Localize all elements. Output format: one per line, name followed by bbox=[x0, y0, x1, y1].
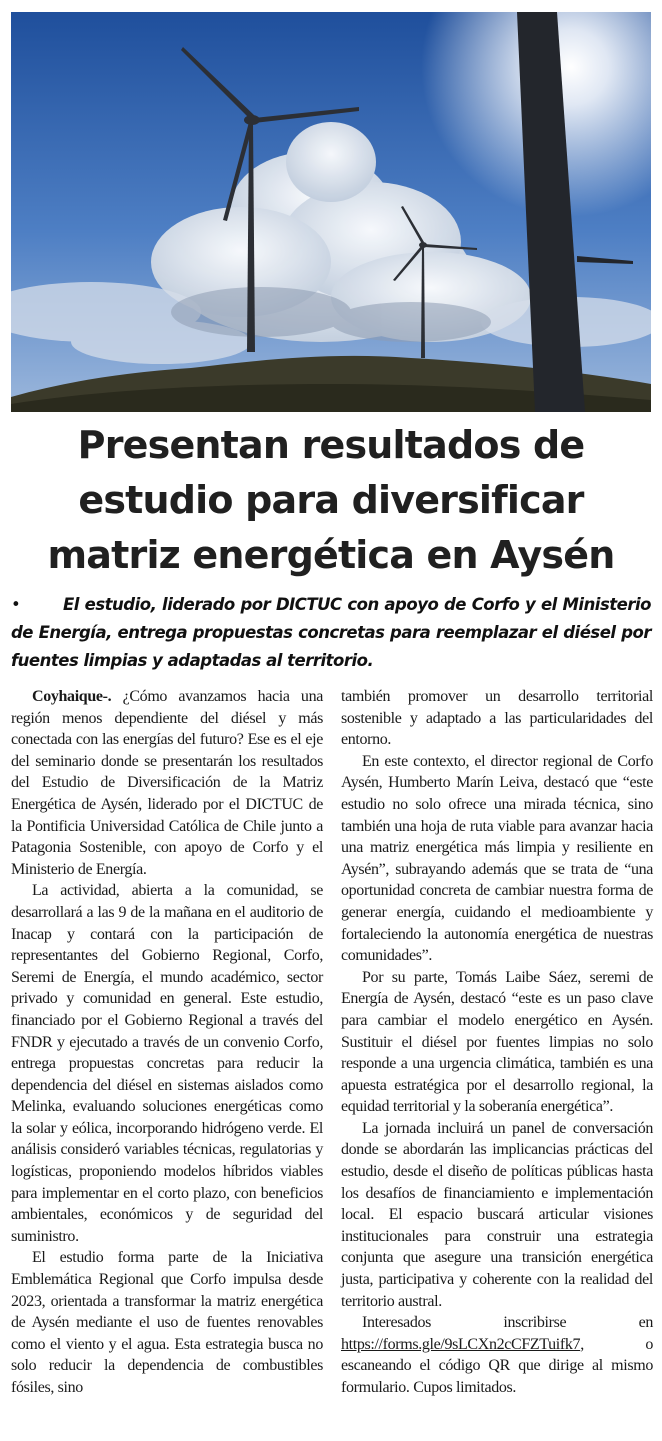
wind-turbines-photo bbox=[11, 12, 651, 412]
lead-text: El estudio, liderado por DICTUC con apoyo de Corfo y el Ministerio de Energía, entrega propuestas concretas para reemplazar el diésel por fuentes limpias y adaptadas al territorio. bbox=[11, 595, 651, 670]
signup-text-end: , o escaneando el código QR que dirige al mismo formulario. Cupos limitados. bbox=[341, 1335, 653, 1396]
body-paragraph-3: El estudio forma parte de la Iniciativa Emblemática Regional que Corfo impulsa desde 2023, orientada a transformar la matriz energética de Aysén mediante el uso de fuentes renovables como el viento y el agua. Esta estrategia busca no solo reducir la dependencia de combustibles fósiles, sino bbox=[11, 1249, 323, 1396]
body-paragraph-7 bbox=[341, 1312, 653, 1398]
body-paragraph-4: En este contexto, el director regional de Corfo Aysén, Humberto Marín Leiva, destacó que “este estudio no solo ofrece una mirada técnica, sino también una hoja de ruta viable para avanzar hacia una matriz energética más limpia y resiliente en Aysén”, subrayando además que se trata de “una oportunidad concreta de cambiar nuestra forma de generar energía, cuidando el medioambiente y fortaleciendo la autonomía energética de nuestras comunidades”. bbox=[341, 752, 653, 965]
lead-bullet: • bbox=[11, 595, 21, 614]
body-paragraph-5: Por su parte, Tomás Laibe Sáez, seremi de Energía de Aysén, destacó “este es un paso clave para cambiar el modelo energético en Aysén. Sustituir el diésel por fuentes limpias no solo responde a una urgencia climática, también es una apuesta estratégica por el desarrollo regional, la equidad territorial y la soberanía energética”. bbox=[341, 968, 653, 1116]
body-paragraph-1 bbox=[11, 686, 323, 880]
body-paragraph-2: La actividad, abierta a la comunidad, se desarrollará a las 9 de la mañana en el auditorio de Inacap y contará con la participación de representantes del Gobierno Regional, Corfo, Seremi de Energía, el mundo académico, sector privado y comunidad en general. Este estudio, financiado por el Gobierno Regional a través del FNDR y ejecutado a través de un convenio Corfo, entrega propuestas concretas para reducir la dependencia del diésel en sistemas aislados como Melinka, evaluando soluciones energéticas como la solar y eólica, incorporando hidrógeno verde. El análisis consideró variables técnicas, regulatorias y logísticas, proponiendo modelos híbridos viables para implementar en el corto plazo, con beneficios ambientales, económicos y de seguridad del suministro. bbox=[11, 882, 323, 1245]
body-paragraph-6: La jornada incluirá un panel de conversación donde se abordarán las implicancias prácticas del estudio, desde el diseño de políticas públicas hasta los desafíos de financiamiento e implementación local. El espacio buscará articular visiones institucionales para construir una estrategia conjunta que asegure una transición energética justa, participativa y coherente con la realidad del territorio austral. bbox=[341, 1119, 653, 1310]
signup-form-link[interactable]: https://forms.gle/9sLCXn2cCFZTuifk7 bbox=[341, 1335, 581, 1353]
body-paragraph-1-text: ¿Cómo avanzamos hacia una región menos dependiente del diésel y más conectada con las energías del futuro? Ese es el eje del seminario donde se presentarán los resultados del Estudio de Diversificación de la Matriz Energética de Aysén, liderado por el DICTUC de la Pontificia Universidad Católica de Chile junto a Patagonia Sostenible, con apoyo de Corfo y el Ministerio de Energía. bbox=[11, 688, 323, 878]
signup-text: Interesados inscribirse en bbox=[362, 1314, 653, 1332]
dateline: Coyhaique-. bbox=[32, 688, 112, 705]
body-column-left bbox=[11, 686, 323, 1399]
body-column-right bbox=[341, 686, 653, 1399]
body-paragraph-3-continued: también promover un desarrollo territorial sostenible y adaptado a las particularidades del entorno. bbox=[341, 688, 653, 749]
headline: Presentan resultados de estudio para diversificar matriz energética en Aysén bbox=[47, 423, 615, 577]
lead-paragraph bbox=[11, 591, 651, 675]
